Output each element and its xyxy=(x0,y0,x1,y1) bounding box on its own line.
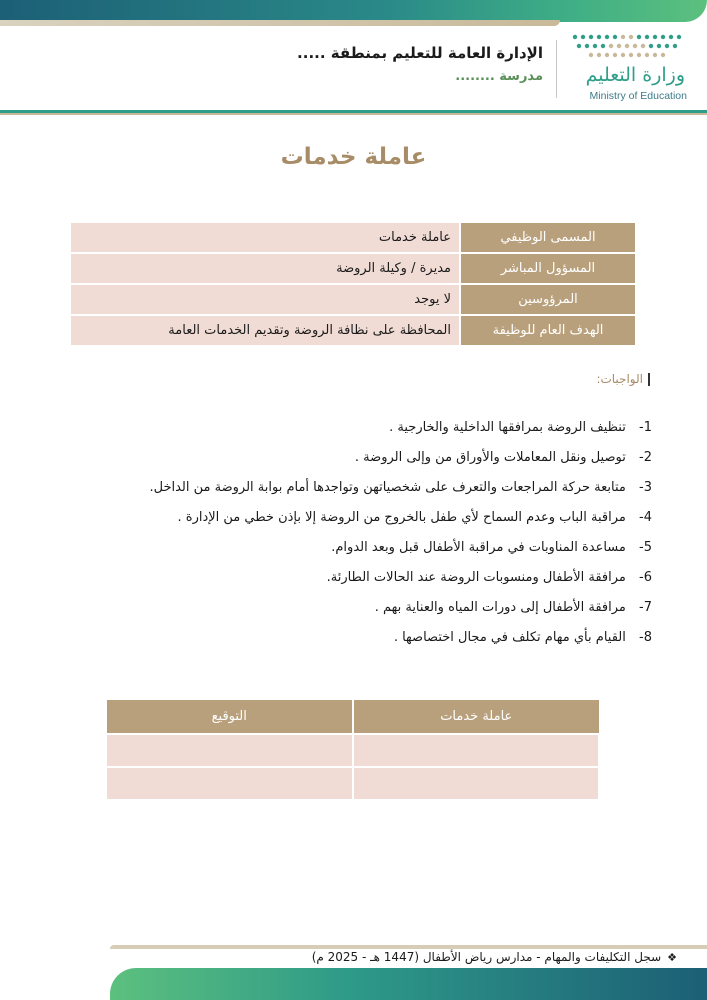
duty-text: مراقبة الباب وعدم السماح لأي طفل بالخروج من الروضة إلا بإذن خطي من الإدارة . xyxy=(177,510,626,525)
list-item xyxy=(12,413,652,443)
duty-number: 2- xyxy=(639,450,652,465)
heading-bar xyxy=(648,373,650,386)
header-divider xyxy=(556,40,557,98)
signature-cell-name[interactable] xyxy=(353,734,600,767)
footer-decorative-band xyxy=(110,940,707,1000)
table-header-row xyxy=(106,700,599,734)
info-value: المحافظة على نظافة الروضة وتقديم الخدمات العامة xyxy=(71,316,461,345)
duty-number: 8- xyxy=(639,630,652,645)
duty-number: 1- xyxy=(639,420,652,435)
duty-text: توصيل ونقل المعاملات والأوراق من وإلى الروضة . xyxy=(354,450,626,465)
diamond-bullet-icon: ❖ xyxy=(667,951,677,964)
duties-heading xyxy=(596,372,650,386)
signature-table xyxy=(105,700,600,801)
page-header xyxy=(0,26,707,110)
duty-text: مرافقة الأطفال ومنسوبات الروضة عند الحالات الطارئة. xyxy=(326,570,626,585)
info-value: لا يوجد xyxy=(71,285,461,314)
job-info-table xyxy=(71,221,635,347)
info-label: المسمى الوظيفي xyxy=(461,223,635,252)
info-value: عاملة خدمات xyxy=(71,223,461,252)
list-item xyxy=(12,563,652,593)
duty-text: القيام بأي مهام تكلف في مجال اختصاصها . xyxy=(393,630,626,645)
duty-text: مساعدة المناوبات في مراقبة الأطفال قبل وبعد الدوام. xyxy=(331,540,626,555)
ministry-logo xyxy=(567,32,689,104)
header-rule xyxy=(0,110,707,116)
table-row xyxy=(106,767,599,800)
top-decorative-band xyxy=(0,0,707,26)
signature-cell-signature[interactable] xyxy=(106,734,353,767)
header-rule-tan xyxy=(0,113,707,115)
directorate-title: الإدارة العامة للتعليم بمنطقة ..... xyxy=(297,44,543,62)
footer-gradient xyxy=(110,968,707,1000)
list-item xyxy=(12,593,652,623)
info-value: مديرة / وكيلة الروضة xyxy=(71,254,461,283)
list-item xyxy=(12,533,652,563)
ministry-name-english: Ministry of Education xyxy=(589,90,687,102)
signature-col-signature: التوقيع xyxy=(106,700,353,734)
info-label: المسؤول المباشر xyxy=(461,254,635,283)
duty-number: 6- xyxy=(639,570,652,585)
info-label: الهدف العام للوظيفة xyxy=(461,316,635,345)
signature-cell-signature[interactable] xyxy=(106,767,353,800)
table-row xyxy=(71,316,635,345)
school-name: مدرسة ........ xyxy=(455,69,543,84)
duty-text: مرافقة الأطفال إلى دورات المياه والعناية بهم . xyxy=(374,600,626,615)
footer-tan-line xyxy=(110,945,707,949)
top-teal-stripe xyxy=(0,0,707,22)
signature-cell-name[interactable] xyxy=(353,767,600,800)
table-row xyxy=(71,223,635,252)
ministry-name-arabic: وزارة التعليم xyxy=(585,64,685,86)
list-item xyxy=(12,623,652,653)
duty-number: 7- xyxy=(639,600,652,615)
duty-number: 3- xyxy=(639,480,652,495)
info-label: المرؤوسين xyxy=(461,285,635,314)
list-item xyxy=(12,503,652,533)
list-item xyxy=(12,443,652,473)
footer-caption-text: سجل التكليفات والمهام - مدارس رياض الأطفال (1447 هـ - 2025 م) xyxy=(311,950,662,964)
page-title: عاملة خدمات xyxy=(280,144,427,170)
signature-col-name: عاملة خدمات xyxy=(353,700,600,734)
duty-number: 5- xyxy=(639,540,652,555)
table-row xyxy=(106,734,599,767)
list-item xyxy=(12,473,652,503)
table-row xyxy=(71,285,635,314)
table-row xyxy=(71,254,635,283)
ministry-dots-icon xyxy=(571,32,683,62)
duty-text: متابعة حركة المراجعات والتعرف على شخصياتهن وتواجدها أمام بوابة الروضة من الداخل. xyxy=(149,480,626,495)
duty-text: تنظيف الروضة بمرافقها الداخلية والخارجية . xyxy=(389,420,626,435)
duties-list xyxy=(12,413,652,653)
duties-heading-text: الواجبات: xyxy=(596,372,643,386)
duty-number: 4- xyxy=(639,510,652,525)
footer-caption xyxy=(312,950,677,964)
